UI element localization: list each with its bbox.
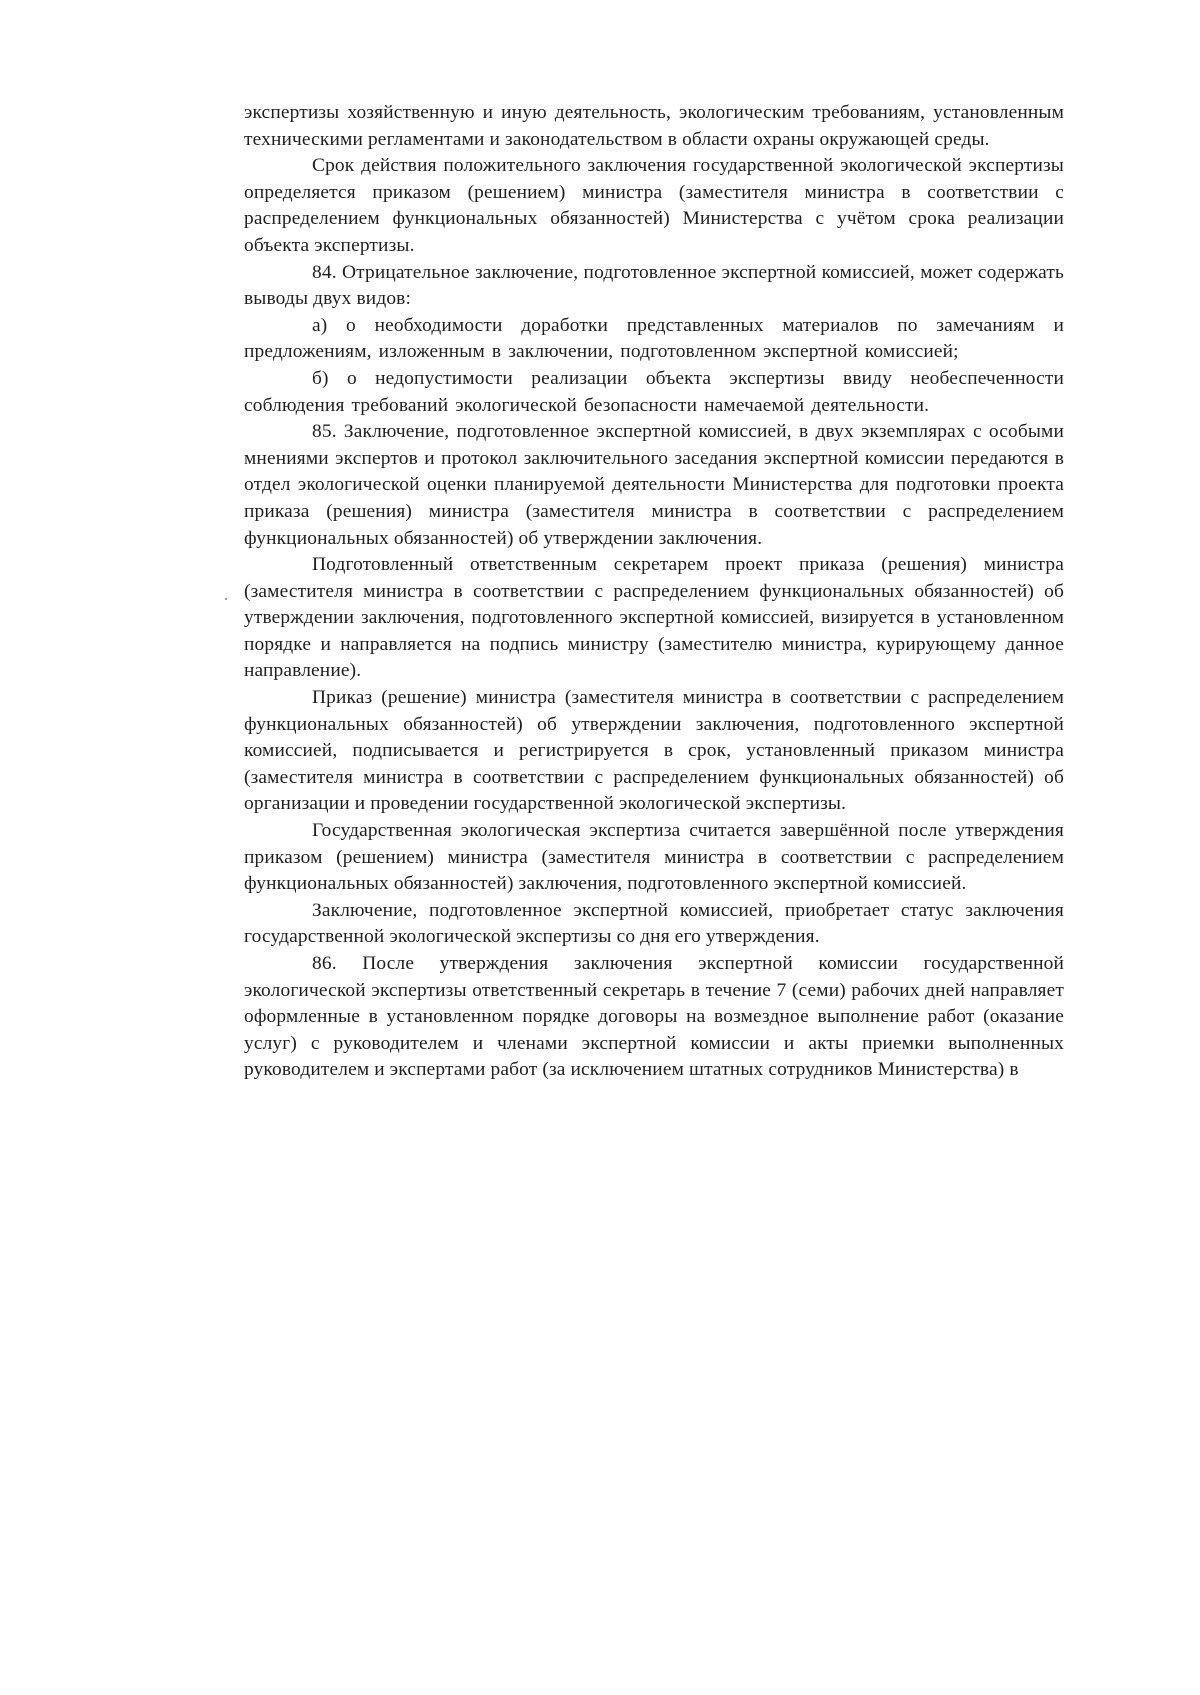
- paragraph-84-b: б) о недопустимости реализации объекта экспертизы ввиду необеспеченности соблюдения требований экологической безопасности намечаемой деятельности.: [244, 367, 1064, 416]
- paragraph-validity-term: Срок действия положительного заключения государственной экологической экспертизы определяется приказом (решением) министра (заместителя министра в соответствии с распределением функциональных обязанностей) Министерства с учётом срока реализации объекта экспертизы.: [244, 155, 1064, 256]
- paragraph-85-status: Заключение, подготовленное экспертной комиссией, приобретает статус заключения государственной экологической экспертизы со дня его утверждения.: [244, 899, 1064, 948]
- paragraph-85-completion: Государственная экологическая экспертиза считается завершённой после утверждения приказом (решением) министра (заместителя министра в соответствии с распределением функциональных обязанностей) заключения, подготовленного экспертной комиссией.: [244, 820, 1064, 895]
- paragraph-85-draft-order: Подготовленный ответственным секретарем проект приказа (решения) министра (заместителя министра в соответствии с распределением функциональных обязанностей) об утверждении заключения, подготовленного экспертной комиссией, визируется в установленном порядке и направляется на подпись министру (заместителю министра, курирующему данное направление).: [244, 554, 1064, 682]
- paragraph-84: 84. Отрицательное заключение, подготовленное экспертной комиссией, может содержать выводы двух видов:: [244, 261, 1064, 310]
- paragraph-85: 85. Заключение, подготовленное экспертной комиссией, в двух экземплярах с особыми мнениями экспертов и протокол заключительного заседания экспертной комиссии передаются в отдел экологической оценки планируемой деятельности Министерства для подготовки проекта приказа (решения) министра (заместителя министра в соответствии с распределением функциональных обязанностей) об утверждении заключения.: [244, 421, 1064, 549]
- document-body: [244, 100, 1064, 1084]
- paragraph-continuation: экспертизы хозяйственную и иную деятельность, экологическим требованиям, установленным техническими регламентами и законодательством в области охраны окружающей среды.: [244, 102, 1064, 150]
- paragraph-84-a: а) о необходимости доработки представленных материалов по замечаниям и предложениям, изложенным в заключении, подготовленном экспертной комиссией;: [244, 314, 1064, 363]
- scan-speck: [225, 598, 227, 600]
- paragraph-85-order-signing: Приказ (решение) министра (заместителя министра в соответствии с распределением функциональных обязанностей) об утверждении заключения, подготовленного экспертной комиссией, подписывается и регистрируется в срок, установленный приказом министра (заместителя министра в соответствии с распределением функциональных обязанностей) об организации и проведении государственной экологической экспертизы.: [244, 687, 1064, 815]
- paragraph-86: 86. После утверждения заключения экспертной комиссии государственной экологической экспертизы ответственный секретарь в течение 7 (семи) рабочих дней направляет оформленные в установленном порядке договоры на возмездное выполнение работ (оказание услуг) с руководителем и членами экспертной комиссии и акты приемки выполненных руководителем и экспертами работ (за исключением штатных сотрудников Министерства) в: [244, 953, 1064, 1081]
